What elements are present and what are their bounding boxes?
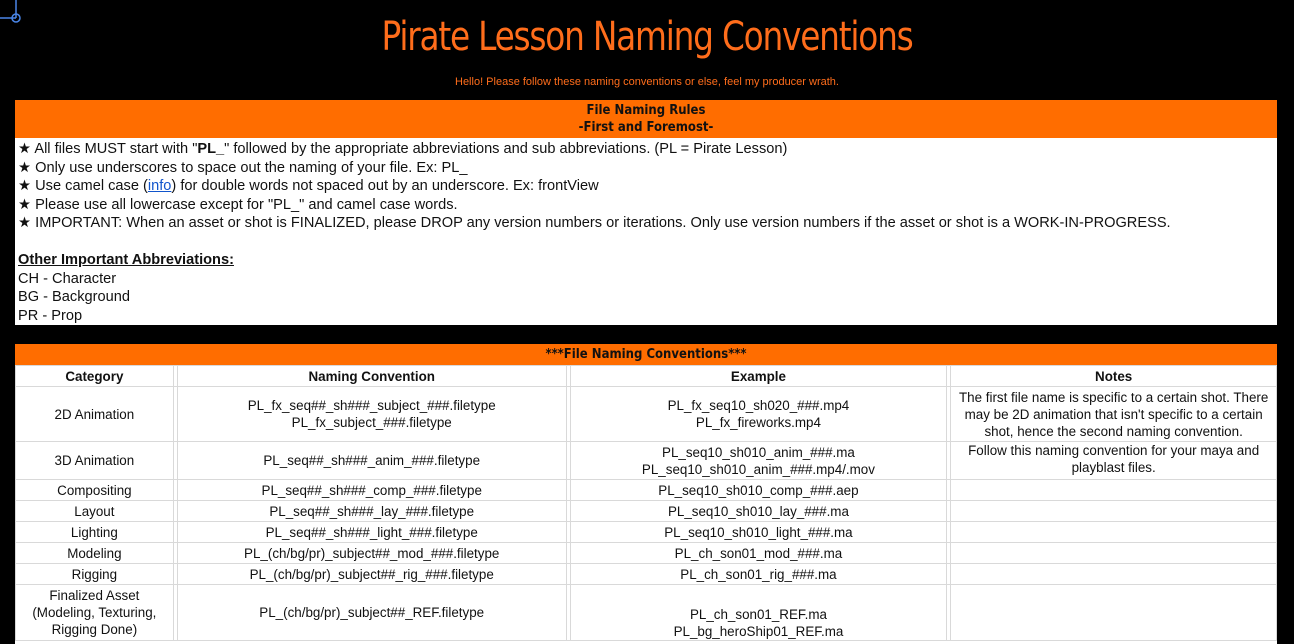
- table-row: [16, 543, 1277, 564]
- example-line: PL_ch_son01_REF.ma: [689, 607, 827, 622]
- column-header-example[interactable]: Example: [570, 366, 947, 387]
- example-cell[interactable]: PL_ch_son01_mod_###.ma: [570, 543, 947, 564]
- table-row: [16, 522, 1277, 543]
- notes-cell[interactable]: [951, 522, 1277, 543]
- camel-case-info-link[interactable]: info: [147, 178, 172, 194]
- abbreviations-title: Other Important Abbreviations:: [18, 252, 234, 268]
- convention-line: PL_fx_subject_###.filetype: [291, 415, 452, 430]
- example-line: PL_fx_fireworks.mp4: [695, 415, 821, 430]
- notes-cell[interactable]: Follow this naming convention for your maya and playblast files.: [951, 442, 1277, 480]
- spacer: [18, 233, 1274, 252]
- convention-cell[interactable]: PL_(ch/bg/pr)_subject##_mod_###.filetype: [177, 543, 566, 564]
- rules-heading: File Naming Rules: [586, 103, 706, 118]
- example-cell[interactable]: PL_seq10_sh010_lay_###.ma: [570, 501, 947, 522]
- category-cell[interactable]: Finalized Asset (Modeling, Texturing, Rigging Done): [16, 585, 174, 641]
- table-row: [16, 564, 1277, 585]
- category-cell[interactable]: Layout: [16, 501, 174, 522]
- example-line: PL_seq10_sh010_anim_###.mp4/.mov: [641, 461, 875, 477]
- notes-cell[interactable]: [951, 480, 1277, 501]
- rule-bold-text: PL_: [197, 141, 225, 157]
- conventions-table: [15, 365, 1277, 641]
- table-row: [16, 442, 1277, 480]
- example-cell[interactable]: PL_ch_son01_rig_###.ma: [570, 564, 947, 585]
- convention-line: PL_fx_seq##_sh###_subject_###.filetype: [247, 398, 496, 413]
- rule-line-5: ★ IMPORTANT: When an asset or shot is FINALIZED, please DROP any version numbers or iterations. Only use version numbers if the asset or shot is a WORK-IN-PROGRESS.: [18, 215, 1171, 231]
- table-row: [16, 387, 1277, 442]
- convention-cell[interactable]: PL_(ch/bg/pr)_subject##_rig_###.filetype: [177, 564, 566, 585]
- column-header-naming-convention[interactable]: Naming Convention: [177, 366, 566, 387]
- rule-line-4: ★ Please use all lowercase except for "PL_" and camel case words.: [18, 196, 458, 213]
- column-header-notes[interactable]: Notes: [951, 366, 1277, 387]
- abbreviation-item: PR - Prop: [18, 307, 83, 324]
- notes-cell[interactable]: [951, 564, 1277, 585]
- notes-cell[interactable]: [951, 501, 1277, 522]
- notes-cell[interactable]: [951, 585, 1277, 641]
- category-cell[interactable]: 2D Animation: [16, 387, 174, 442]
- convention-cell[interactable]: PL_seq##_sh###_anim_###.filetype: [177, 442, 566, 480]
- example-cell[interactable]: [570, 585, 947, 641]
- cell-cursor-icon: [0, 0, 24, 24]
- abbreviation-item: CH - Character: [18, 270, 117, 287]
- notes-cell[interactable]: [951, 543, 1277, 564]
- convention-cell[interactable]: PL_(ch/bg/pr)_subject##_REF.filetype: [177, 585, 566, 641]
- example-line: PL_seq10_sh010_anim_###.ma: [662, 444, 855, 460]
- example-cell[interactable]: PL_seq10_sh010_light_###.ma: [570, 522, 947, 543]
- rules-header: [15, 100, 1277, 138]
- file-naming-rules-section: [15, 100, 1277, 325]
- rule-line-3: [18, 177, 1274, 196]
- abbreviation-item: BG - Background: [18, 289, 130, 305]
- category-cell[interactable]: 3D Animation: [16, 442, 174, 480]
- column-header-category[interactable]: Category: [16, 366, 174, 387]
- rule-text: " followed by the appropriate abbreviations and sub abbreviations. (PL = Pirate Lesson): [224, 141, 788, 157]
- example-cell[interactable]: PL_seq10_sh010_comp_###.aep: [570, 480, 947, 501]
- rule-text: ) for double words not spaced out by an underscore. Ex: frontView: [171, 178, 599, 194]
- table-row: [16, 501, 1277, 522]
- example-cell[interactable]: [570, 442, 947, 480]
- rule-line-2: ★ Only use underscores to space out the naming of your file. Ex: PL_: [18, 159, 468, 176]
- table-row: [16, 585, 1277, 641]
- convention-cell[interactable]: PL_seq##_sh###_lay_###.filetype: [177, 501, 566, 522]
- convention-cell[interactable]: PL_seq##_sh###_light_###.filetype: [177, 522, 566, 543]
- table-row: [16, 480, 1277, 501]
- category-cell[interactable]: Compositing: [16, 480, 174, 501]
- category-cell[interactable]: Rigging: [16, 564, 174, 585]
- category-cell[interactable]: Lighting: [16, 522, 174, 543]
- category-cell[interactable]: Modeling: [16, 543, 174, 564]
- rule-text: ★ All files MUST start with ": [18, 141, 198, 157]
- page-title: Pirate Lesson Naming Conventions: [381, 14, 913, 60]
- example-cell[interactable]: [570, 387, 947, 442]
- conventions-header: ***File Naming Conventions***: [15, 344, 1277, 365]
- rule-line-1: [18, 140, 1274, 159]
- table-header-row: [16, 366, 1277, 387]
- example-line: PL_fx_seq10_sh020_###.mp4: [667, 398, 850, 413]
- convention-cell[interactable]: PL_seq##_sh###_comp_###.filetype: [177, 480, 566, 501]
- rules-body: [15, 138, 1277, 327]
- example-line: PL_bg_heroShip01_REF.ma: [673, 624, 844, 639]
- notes-cell[interactable]: The first file name is specific to a certain shot. There may be 2D animation that isn't specific to a certain shot, hence the second naming convention.: [951, 387, 1277, 442]
- rules-subheading: -First and Foremost-: [578, 120, 714, 135]
- file-naming-conventions-section: [15, 344, 1277, 644]
- page-subtitle: Hello! Please follow these naming conventions or else, feel my producer wrath.: [455, 76, 839, 88]
- convention-cell[interactable]: [177, 387, 566, 442]
- rule-text: ★ Use camel case (: [18, 178, 148, 194]
